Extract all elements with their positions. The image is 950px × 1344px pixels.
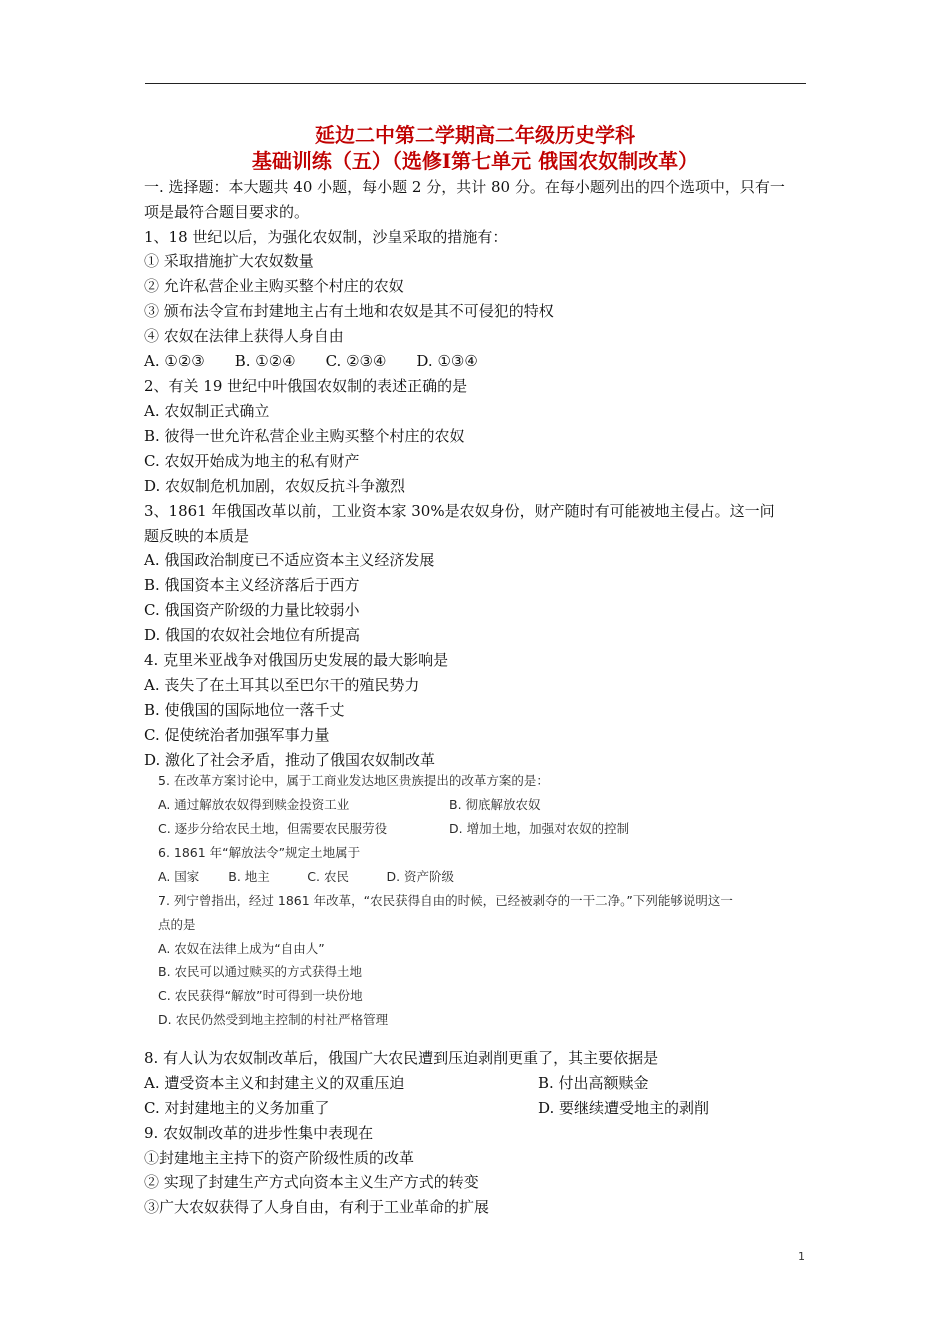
question-3-option: A. 俄国政治制度已不适应资本主义经济发展 (144, 551, 435, 569)
document-title: 延边二中第二学期高二年级历史学科 (315, 123, 635, 147)
question-9-item: ② 实现了封建生产方式向资本主义生产方式的转变 (144, 1173, 479, 1191)
question-3-stem: 题反映的本质是 (144, 527, 250, 545)
question-3-option: C. 俄国资产阶级的力量比较弱小 (144, 601, 360, 619)
question-7-option-b: B. 农民可以通过赎买的方式获得土地 (158, 964, 363, 979)
question-6-stem: 6. 1861 年“解放法令”规定土地属于 (158, 845, 361, 860)
intro-line: 项是最符合题目要求的。 (144, 203, 310, 221)
question-6-options: A. 国家 B. 地主 C. 农民 D. 资产阶级 (158, 869, 455, 884)
question-2-option: C. 农奴开始成为地主的私有财产 (144, 452, 360, 470)
question-9-item: ③广大农奴获得了人身自由，有利于工业革命的扩展 (144, 1198, 490, 1216)
question-5-stem: 5. 在改革方案讨论中，属于工商业发达地区贵族提出的改革方案的是： (158, 773, 549, 788)
question-4-option: B. 使俄国的国际地位一落千丈 (144, 701, 345, 719)
question-2-option: B. 彼得一世允许私营企业主购买整个村庄的农奴 (144, 427, 465, 445)
question-5-option-a: A. 通过解放农奴得到赎金投资工业 (158, 797, 350, 812)
question-2-option: A. 农奴制正式确立 (144, 402, 270, 420)
question-9-item: ①封建地主主持下的资产阶级性质的改革 (144, 1149, 415, 1167)
question-4-option: A. 丧失了在土耳其以至巴尔干的殖民势力 (144, 676, 420, 694)
question-2-stem: 2、有关 19 世纪中叶俄国农奴制的表述正确的是 (144, 377, 468, 395)
question-8-stem: 8. 有人认为农奴制改革后，俄国广大农民遭到压迫剥削更重了，其主要依据是 (144, 1049, 659, 1067)
question-8-option-b: B. 付出高额赎金 (538, 1074, 649, 1092)
question-3-option: D. 俄国的农奴社会地位有所提高 (144, 626, 361, 644)
question-2-option: D. 农奴制危机加剧，农奴反抗斗争激烈 (144, 477, 406, 495)
intro-line: 一. 选择题：本大题共 40 小题，每小题 2 分，共计 80 分。在每小题列出的四个选项中，只有一 (144, 178, 785, 196)
question-5-option-d: D. 增加土地，加强对农奴的控制 (449, 821, 630, 836)
question-7-option-a: A. 农奴在法律上成为“自由人” (158, 941, 325, 956)
page-number: 1 (798, 1250, 805, 1263)
question-7-option-c: C. 农民获得“解放”时可得到一块份地 (158, 988, 363, 1003)
question-1-item: ① 采取措施扩大农奴数量 (144, 252, 314, 270)
document-subtitle: 基础训练（五）（选修Ⅰ第七单元 俄国农奴制改革） (251, 149, 699, 173)
question-4-option: C. 促使统治者加强军事力量 (144, 726, 330, 744)
question-4-stem: 4. 克里米亚战争对俄国历史发展的最大影响是 (144, 651, 449, 669)
question-1-stem: 1、18 世纪以后，为强化农奴制，沙皇采取的措施有： (144, 228, 508, 246)
question-8-option-d: D. 要继续遭受地主的剥削 (538, 1099, 710, 1117)
question-3-option: B. 俄国资本主义经济落后于西方 (144, 576, 360, 594)
header-rule (145, 83, 806, 84)
question-5-option-b: B. 彻底解放农奴 (449, 797, 541, 812)
question-8-option-a: A. 遭受资本主义和封建主义的双重压迫 (144, 1074, 405, 1092)
question-9-stem: 9. 农奴制改革的进步性集中表现在 (144, 1124, 374, 1142)
question-1-options: A. ①②③ B. ①②④ C. ②③④ D. ①③④ (144, 352, 478, 370)
question-4-option: D. 激化了社会矛盾，推动了俄国农奴制改革 (144, 751, 436, 769)
question-7-stem: 点的是 (158, 917, 196, 932)
question-7-stem: 7. 列宁曾指出，经过 1861 年改革，“农民获得自由的时候，已经被剥夺的一干二净。”下列能够说明这一 (158, 893, 733, 908)
question-1-item: ④ 农奴在法律上获得人身自由 (144, 327, 344, 345)
question-3-stem: 3、1861 年俄国改革以前，工业资本家 30%是农奴身份，财产随时有可能被地主侵占。这一问 (144, 502, 775, 520)
question-1-item: ② 允许私营企业主购买整个村庄的农奴 (144, 277, 404, 295)
question-1-item: ③ 颁布法令宣布封建地主占有土地和农奴是其不可侵犯的特权 (144, 302, 554, 320)
question-8-option-c: C. 对封建地主的义务加重了 (144, 1099, 330, 1117)
question-7-option-d: D. 农民仍然受到地主控制的村社严格管理 (158, 1012, 389, 1027)
question-5-option-c: C. 逐步分给农民土地，但需要农民服劳役 (158, 821, 388, 836)
